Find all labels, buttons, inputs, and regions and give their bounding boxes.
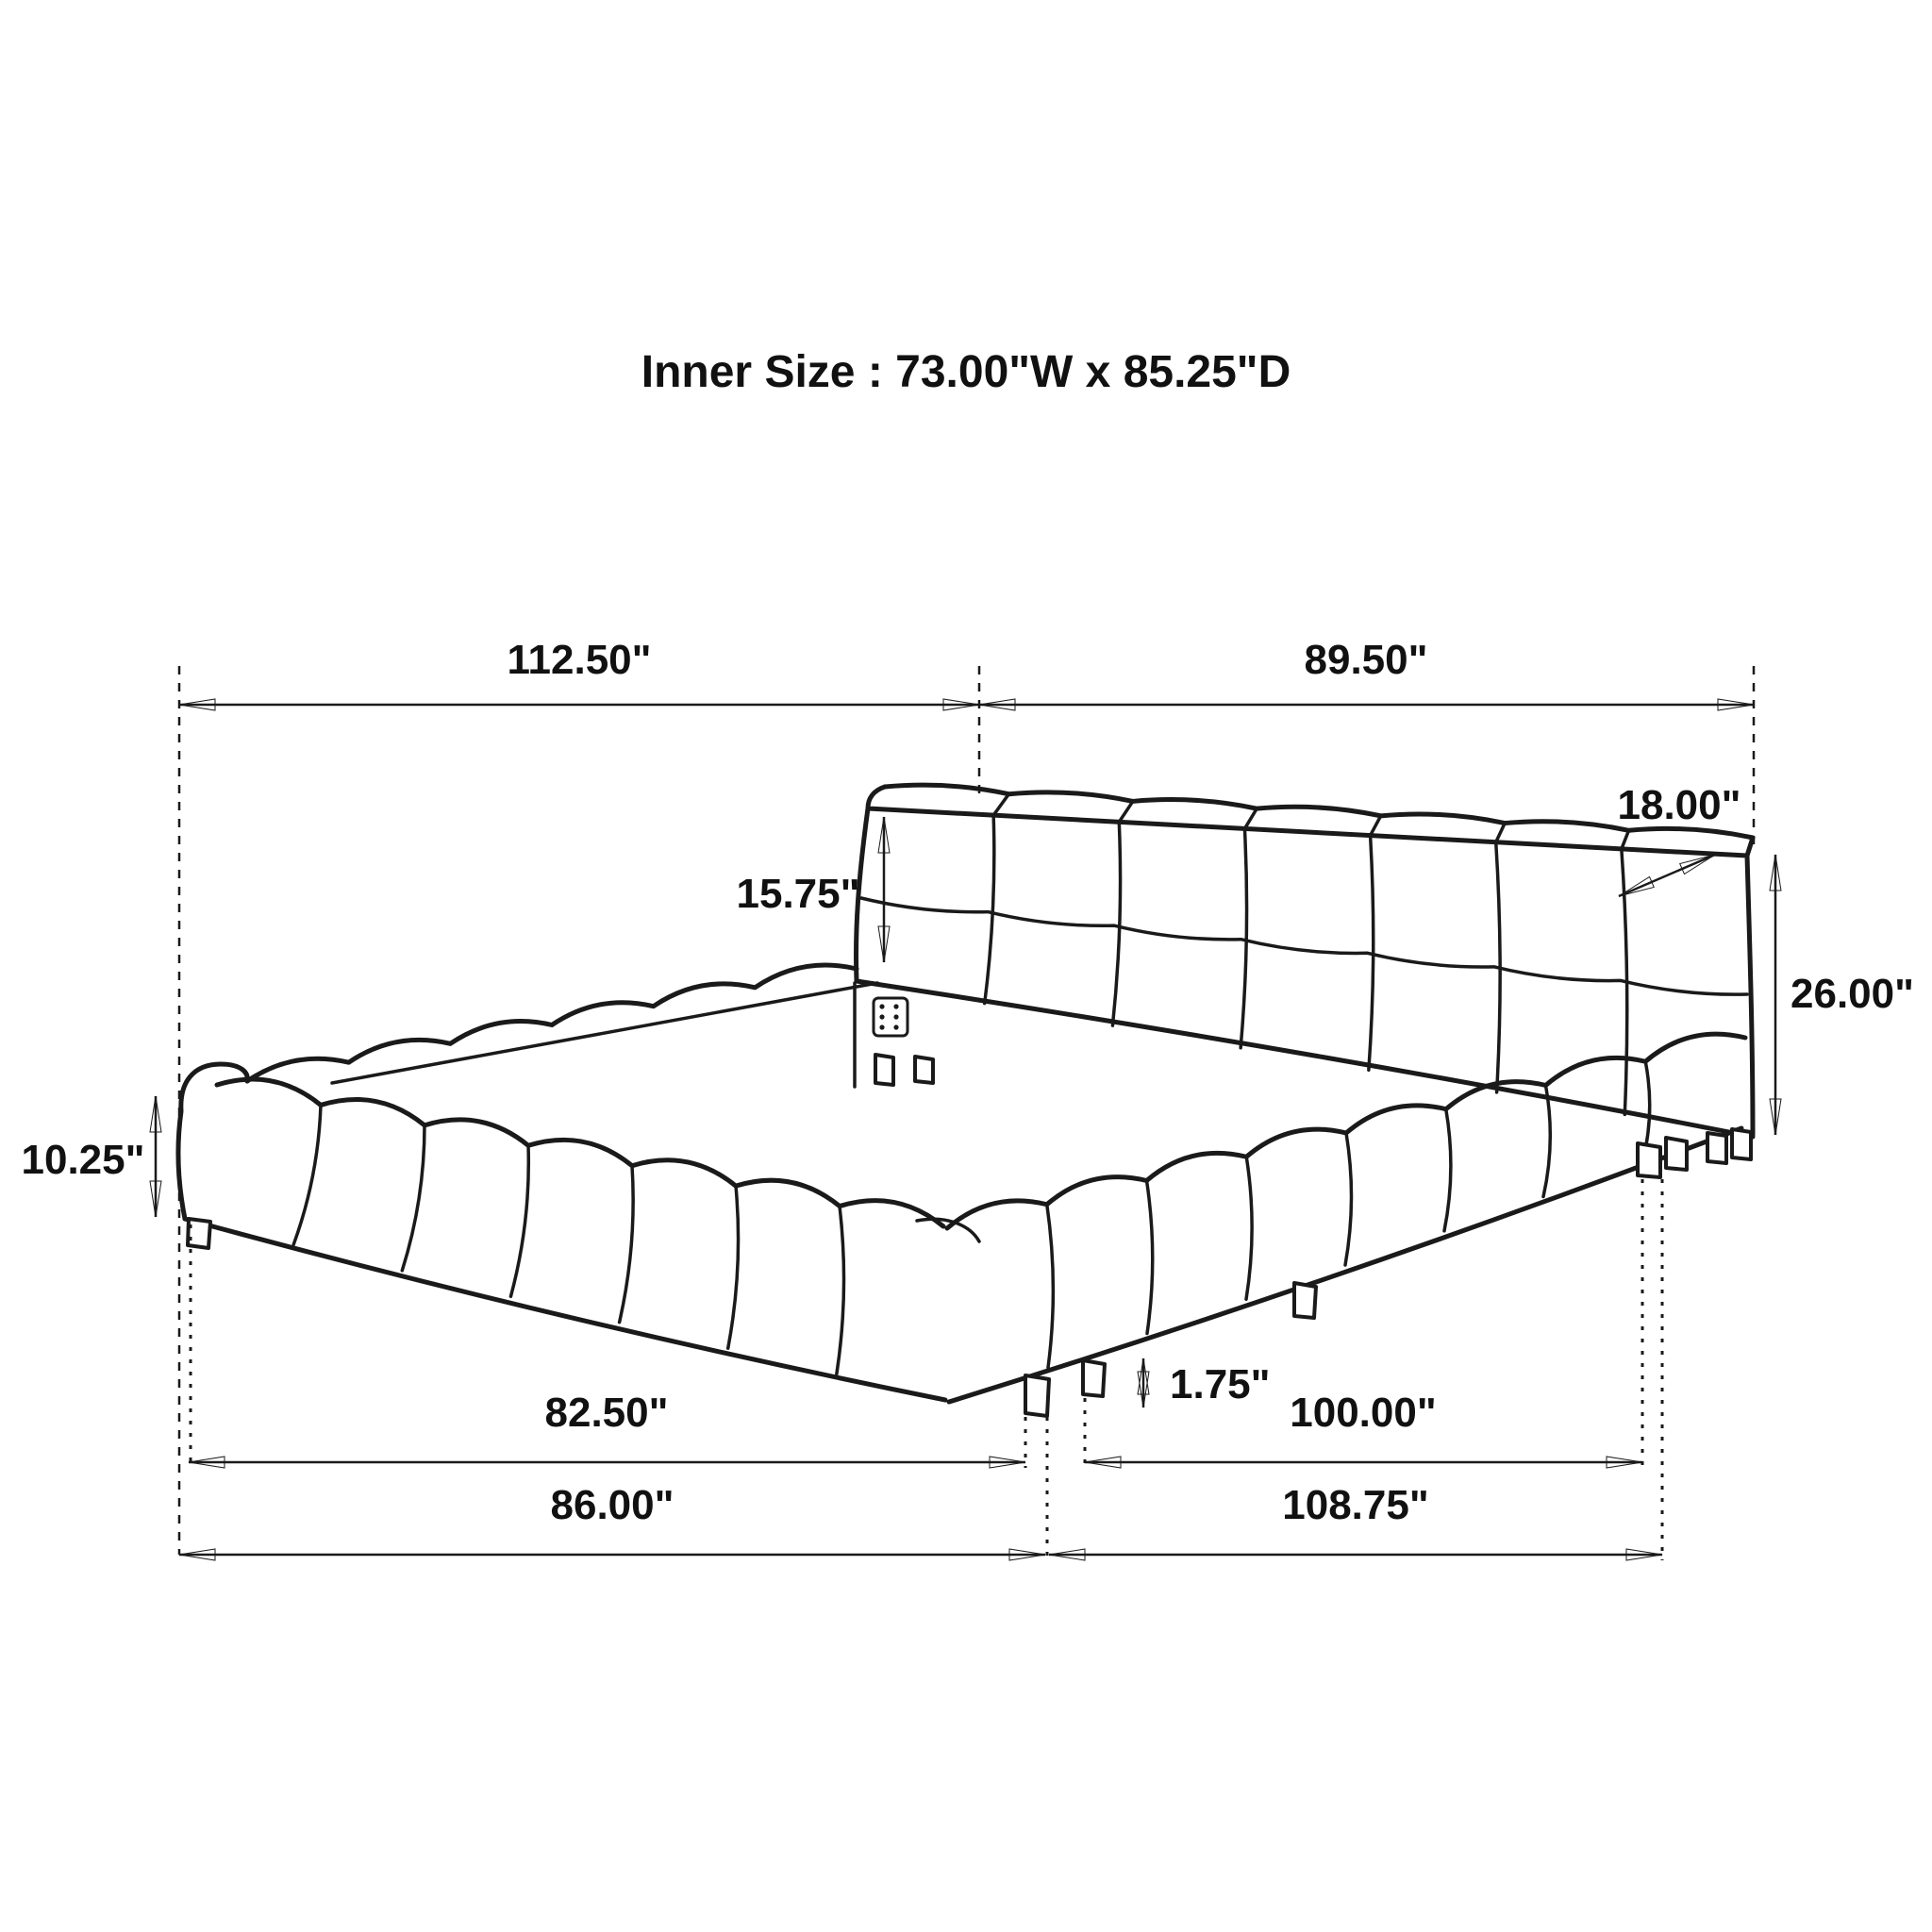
right-end-leg-1 <box>1638 1143 1660 1177</box>
foot-corner-leg-2 <box>1083 1360 1105 1396</box>
dim-label-82-50: 82.50" <box>544 1390 669 1436</box>
bed-outline <box>178 787 1753 1241</box>
dim-label-15-75: 15.75" <box>736 871 860 917</box>
dim-label-10-25: 10.25" <box>21 1137 145 1183</box>
dim-line-18-00 <box>1619 855 1715 896</box>
bracket-plate <box>874 998 908 1036</box>
dim-label-18-00: 18.00" <box>1617 782 1741 828</box>
dim-label-100-00: 100.00" <box>1290 1390 1437 1436</box>
extension-lines <box>179 666 1754 1560</box>
right-rail-mid-leg <box>1294 1283 1316 1318</box>
bed-legs <box>188 1055 1751 1416</box>
dim-label-108-75: 108.75" <box>1282 1482 1429 1528</box>
dim-label-112-50: 112.50" <box>507 637 652 683</box>
diagram-title: Inner Size : 73.00"W x 85.25"D <box>641 347 1291 397</box>
headboard-corner-leg-2 <box>1732 1129 1751 1159</box>
foot-corner-leg-1 <box>1025 1375 1049 1416</box>
dim-label-26-00: 26.00" <box>1790 971 1914 1017</box>
right-rail-seams <box>1047 1061 1650 1368</box>
dim-label-89-50: 89.50" <box>1304 637 1428 683</box>
mounting-bracket <box>874 998 908 1036</box>
deck-cleat-2 <box>915 1057 933 1083</box>
headboard-corner-leg-1 <box>1707 1133 1726 1163</box>
left-rail-inner-edge <box>332 983 877 1083</box>
headboard-seams <box>985 815 1627 1114</box>
dim-label-1-75: 1.75" <box>1170 1361 1271 1407</box>
foot-rail-tufts <box>217 1079 943 1226</box>
right-end-leg-2 <box>1666 1138 1687 1170</box>
dim-label-86-00: 86.00" <box>550 1482 675 1528</box>
left-rail-tufts <box>247 965 857 1081</box>
headboard-mid-seam <box>861 898 1747 994</box>
foot-rail-bottom-edge <box>185 1219 945 1400</box>
foot-rail-seams <box>293 1105 843 1374</box>
left-corner-cushion <box>178 1064 247 1219</box>
left-corner-leg <box>188 1219 210 1248</box>
dimension-lines <box>156 705 1775 1555</box>
deck-cleat-1 <box>875 1055 893 1085</box>
